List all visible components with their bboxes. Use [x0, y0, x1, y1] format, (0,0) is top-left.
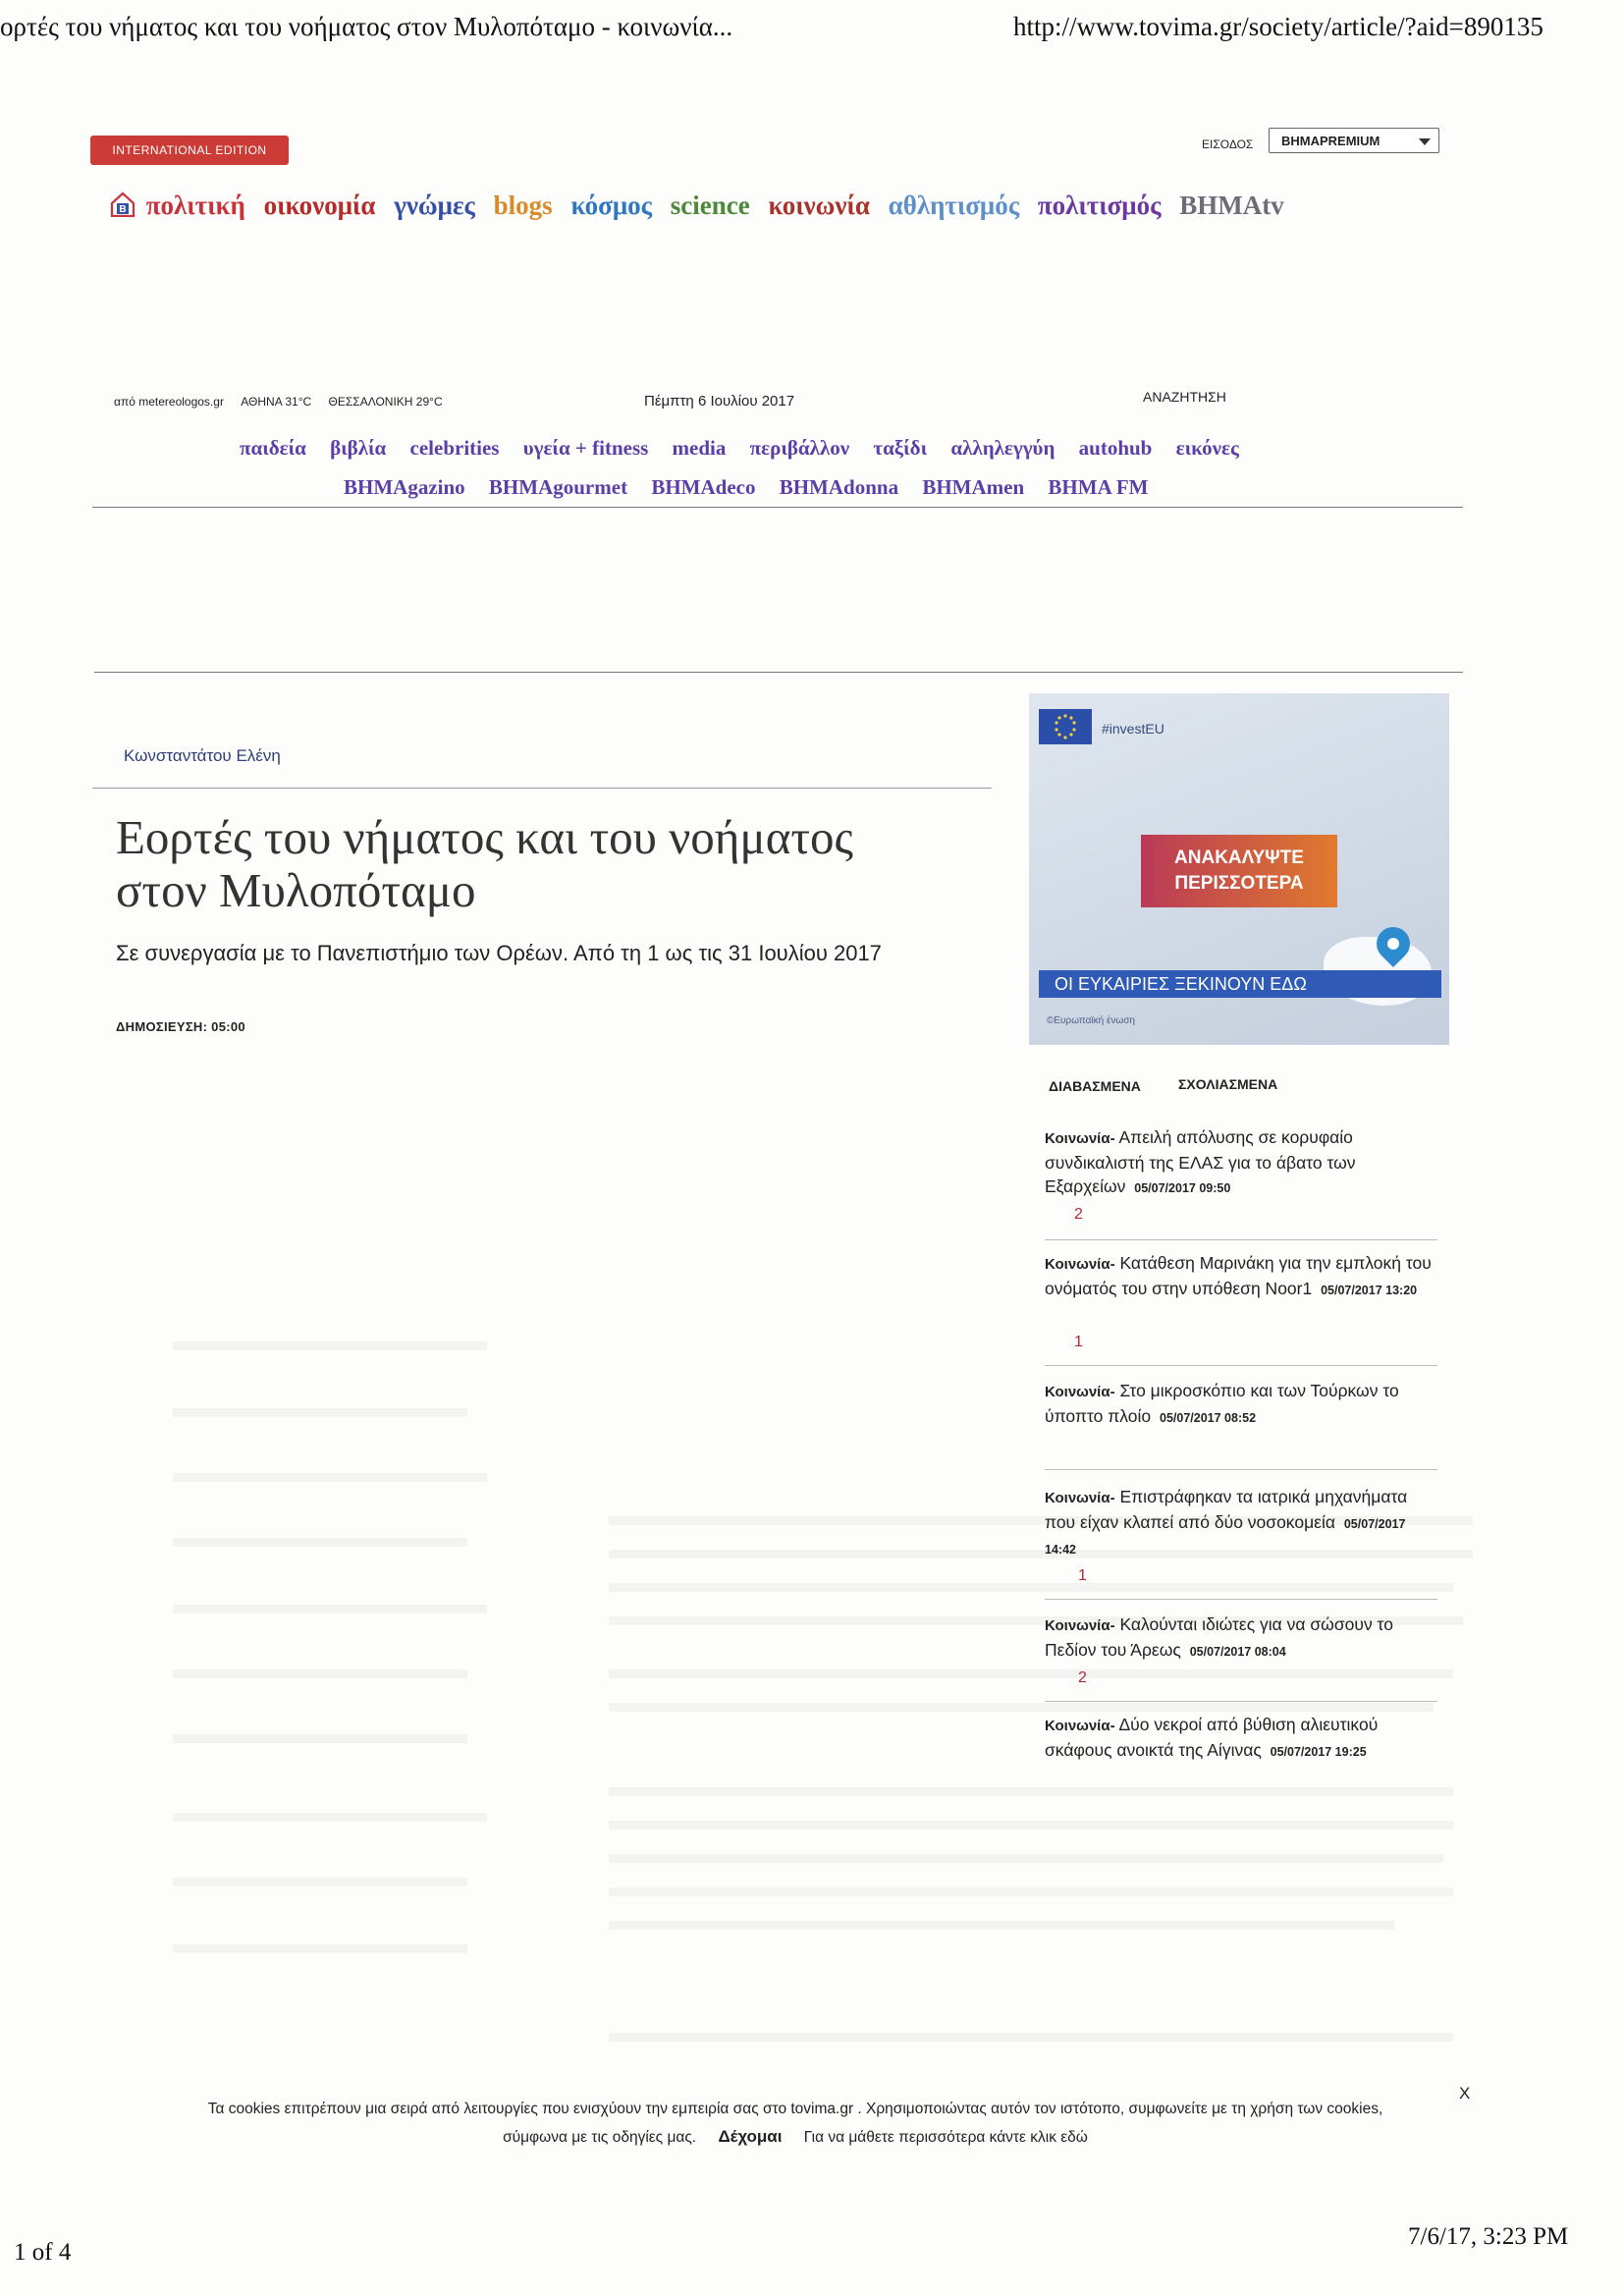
- subnav-celebrities[interactable]: celebrities: [409, 436, 500, 460]
- print-datetime: 7/6/17, 3:23 PM: [1408, 2223, 1569, 2250]
- weather-athens: ΑΘΗΝΑ 31°C: [241, 395, 312, 409]
- list-item[interactable]: [1045, 1125, 1437, 1200]
- weather-thessaloniki: ΘΕΣΣΑΛΟΝΙΚΗ 29°C: [328, 395, 443, 409]
- main-nav: [110, 191, 1296, 221]
- item-title: Απειλή απόλυσης σε κορυφαίο συνδικαλιστή της ΕΛΑΣ για το άβατο των Εξαρχείων: [1045, 1127, 1356, 1196]
- tab-most-read[interactable]: ΔΙΑΒΑΣΜΕΝΑ: [1049, 1078, 1141, 1094]
- nav-opinions[interactable]: γνώμες: [394, 191, 475, 220]
- international-edition-button[interactable]: INTERNATIONAL EDITION: [90, 136, 289, 165]
- item-timestamp: 05/07/2017 08:04: [1189, 1645, 1286, 1659]
- tab-most-commented[interactable]: ΣΧΟΛΙΑΣΜΕΝΑ: [1178, 1076, 1278, 1092]
- article-author[interactable]: Κωνσταντάτου Ελένη: [124, 746, 281, 765]
- header-divider: [92, 507, 1463, 508]
- author-divider: [92, 788, 992, 789]
- ad-discover-more-button[interactable]: [1141, 835, 1337, 907]
- home-icon[interactable]: [110, 191, 135, 217]
- comment-count[interactable]: 1: [1078, 1567, 1087, 1584]
- section-divider: [94, 672, 1463, 673]
- item-timestamp: 05/07/2017 09:50: [1134, 1181, 1231, 1195]
- nav-world[interactable]: κόσμος: [570, 191, 653, 220]
- cookie-close-button[interactable]: X: [1459, 2084, 1471, 2103]
- list-item[interactable]: [1045, 1613, 1437, 1664]
- subnav-bhmafm[interactable]: BHMA FM: [1048, 475, 1149, 499]
- subnav-bhmadeco[interactable]: BHMAdeco: [651, 475, 756, 499]
- headline-line-2: στον Μυλοπόταμο: [116, 863, 476, 917]
- item-category: Κοινωνία-: [1045, 1256, 1115, 1273]
- list-item[interactable]: [1045, 1485, 1437, 1561]
- subnav-bhmagazino[interactable]: BHMAgazino: [344, 475, 465, 499]
- item-timestamp: 05/07/2017 19:25: [1270, 1745, 1367, 1759]
- cookie-more-link[interactable]: Για να μάθετε περισσότερα κάντε κλικ εδώ: [803, 2129, 1088, 2146]
- cookie-accept-button[interactable]: Δέχομαι: [718, 2127, 783, 2146]
- weather-source[interactable]: από metereologos.gr: [114, 395, 224, 409]
- current-date: Πέμπτη 6 Ιουλίου 2017: [644, 393, 795, 410]
- svg-text:B: B: [119, 204, 127, 215]
- print-url: http://www.tovima.gr/society/article/?aid=890135: [1013, 12, 1543, 41]
- list-divider: [1045, 1469, 1437, 1470]
- item-title: Στο μικροσκόπιο και των Τούρκων το ύποπτο πλοίο: [1045, 1381, 1399, 1426]
- subnav-bhmadonna[interactable]: BHMAdonna: [779, 475, 899, 499]
- premium-select[interactable]: [1269, 128, 1439, 153]
- nav-science[interactable]: science: [670, 191, 750, 220]
- item-category: Κοινωνία-: [1045, 1490, 1115, 1506]
- item-title: Δύο νεκροί από βύθιση αλιευτικού σκάφους ανοικτά της Αίγινας: [1045, 1715, 1379, 1760]
- subnav-autohub[interactable]: autohub: [1078, 436, 1153, 460]
- eu-flag-icon: [1039, 709, 1092, 744]
- item-category: Κοινωνία-: [1045, 1130, 1115, 1147]
- nav-economy[interactable]: οικονομία: [263, 191, 376, 220]
- item-category: Κοινωνία-: [1045, 1617, 1115, 1634]
- nav-culture[interactable]: πολιτισμός: [1037, 191, 1162, 220]
- nav-sports[interactable]: αθλητισμός: [888, 191, 1020, 220]
- print-page-title: ορτές του νήματος και του νοήματος στον Μυλοπόταμο - κοινωνία...: [0, 12, 733, 41]
- cookie-notice: [137, 2096, 1453, 2152]
- item-title: Κατάθεση Μαρινάκη για την εμπλοκή του ονόματός του στην υπόθεση Noor1: [1045, 1253, 1432, 1298]
- chevron-down-icon: [1419, 138, 1431, 145]
- list-divider: [1045, 1599, 1437, 1600]
- search-link[interactable]: ΑΝΑΖΗΤΗΣΗ: [1143, 389, 1226, 405]
- ad-footer: ©Ευρωπαϊκή ένωση: [1047, 1015, 1135, 1026]
- subnav-environment[interactable]: περιβάλλον: [749, 436, 850, 460]
- list-item[interactable]: [1045, 1713, 1437, 1764]
- subnav-bhmamen[interactable]: BHMAmen: [922, 475, 1025, 499]
- subnav-health-fitness[interactable]: υγεία + fitness: [522, 436, 649, 460]
- ad-opportunities-band: ΟΙ ΕΥΚΑΙΡΙΕΣ ΞΕΚΙΝΟΥΝ ΕΔΩ: [1039, 970, 1441, 998]
- subnav-solidarity[interactable]: αλληλεγγύη: [950, 436, 1056, 460]
- subnav-books[interactable]: βιβλία: [330, 436, 387, 460]
- list-item[interactable]: [1045, 1379, 1437, 1430]
- item-title: Καλούνται ιδιώτες για να σώσουν το Πεδίον του Άρεως: [1045, 1614, 1393, 1660]
- subnav-images[interactable]: εικόνες: [1175, 436, 1239, 460]
- article-subtitle: Σε συνεργασία με το Πανεπιστήμιο των Ορέων. Από τη 1 ως τις 31 Ιουλίου 2017: [116, 941, 882, 965]
- sub-nav-row-1: [240, 436, 1258, 461]
- premium-select-value: BHMAPREMIUM: [1281, 134, 1380, 148]
- item-category: Κοινωνία-: [1045, 1718, 1115, 1734]
- cookie-text-line-1: Τα cookies επιτρέπουν μια σειρά από λειτουργίες που ενισχύουν την εμπειρία σας στο tovima.gr . Χρησιμοποιώντας αυτόν τον ιστότοπο, συμφωνείτε με τη χρήση των cookies,: [207, 2101, 1383, 2117]
- subnav-bhmagourmet[interactable]: BHMAgourmet: [488, 475, 628, 499]
- weather-bar: [114, 395, 457, 409]
- ad-banner[interactable]: [1029, 693, 1449, 1045]
- list-divider: [1045, 1701, 1437, 1702]
- published-time: 05:00: [211, 1019, 245, 1034]
- nav-bhmatv[interactable]: BHMAtv: [1179, 191, 1284, 220]
- nav-politics[interactable]: πολιτική: [145, 191, 245, 220]
- published-label: ΔΗΜΟΣΙΕΥΣΗ:: [116, 1019, 208, 1034]
- item-title: Επιστράφηκαν τα ιατρικά μηχανήματα που είχαν κλαπεί από δύο νοσοκομεία: [1045, 1487, 1408, 1532]
- list-item[interactable]: [1045, 1251, 1437, 1302]
- subnav-travel[interactable]: ταξίδι: [873, 436, 928, 460]
- list-divider: [1045, 1365, 1437, 1366]
- cookie-text-line-2: σύμφωνα με τις οδηγίες μας.: [503, 2129, 697, 2146]
- item-timestamp: 05/07/2017 13:20: [1321, 1284, 1418, 1297]
- nav-blogs[interactable]: blogs: [493, 191, 553, 220]
- subnav-education[interactable]: παιδεία: [240, 436, 306, 460]
- login-link[interactable]: ΕΙΣΟΔΟΣ: [1202, 137, 1254, 151]
- subnav-media[interactable]: media: [672, 436, 727, 460]
- comment-count[interactable]: 2: [1078, 1669, 1087, 1686]
- ad-cta-line-1: ΑΝΑΚΑΛΥΨΤΕ: [1174, 847, 1304, 868]
- list-divider: [1045, 1239, 1437, 1240]
- item-category: Κοινωνία-: [1045, 1384, 1115, 1400]
- article-headline: [116, 811, 1000, 917]
- ad-hashtag: #investEU: [1102, 721, 1164, 737]
- print-page-counter: 1 of 4: [14, 2239, 72, 2266]
- headline-line-1: Εορτές του νήματος και του νοήματος: [116, 810, 853, 864]
- item-timestamp: 05/07/2017 14:42: [1045, 1517, 1406, 1557]
- article-published: [116, 1019, 245, 1034]
- sub-nav-row-2: [344, 475, 1167, 500]
- comment-count[interactable]: 1: [1074, 1334, 1083, 1350]
- nav-society[interactable]: κοινωνία: [768, 191, 870, 220]
- comment-count[interactable]: 2: [1074, 1206, 1083, 1223]
- ad-cta-line-2: ΠΕΡΙΣΣΟΤΕΡΑ: [1174, 873, 1304, 894]
- item-timestamp: 05/07/2017 08:52: [1160, 1411, 1257, 1425]
